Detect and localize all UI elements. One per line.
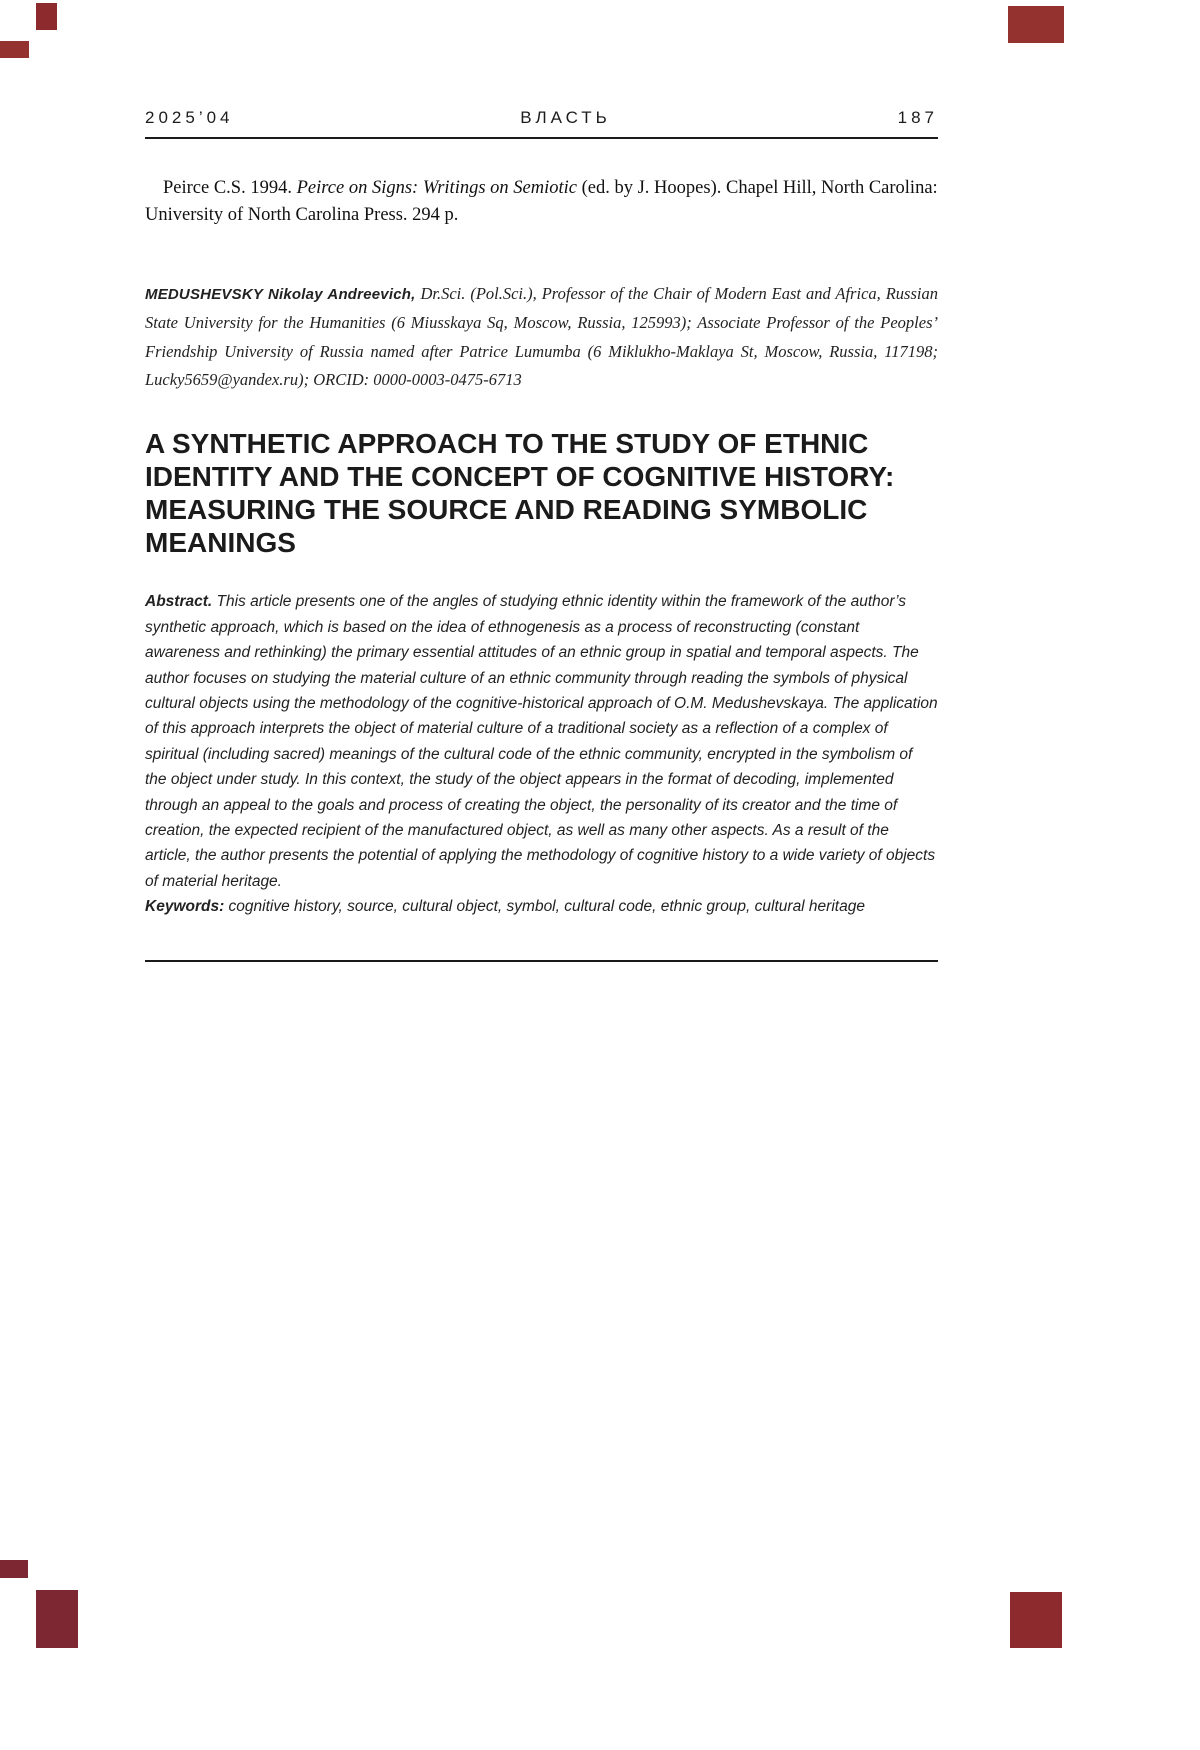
article-title: A SYNTHETIC APPROACH TO THE STUDY OF ETHNIC IDENTITY AND THE CONCEPT OF COGNITIVE HISTORY: MEASURING THE SOURCE AND READING SYMBOLIC MEANINGS [145,428,895,559]
crop-mark-top-left-vertical [36,3,57,30]
issue-label: 2025’04 [145,108,234,127]
author-details: Dr.Sci. (Pol.Sci.), Professor of the Chair of Modern East and Africa, Russian State University for the Humanities (6 Miusskaya Sq, Moscow, Russia, 125993); Associate Professor of the Peoples’ Friendship University of Russia named after Patrice Lumumba (6 Miklukho-Maklaya St, Moscow, Russia, 117198; Lucky5659@yandex.ru); ORCID: 0000-0003-0475-6713 [145,283,938,390]
keywords-line [145,894,938,919]
reference-pre: Peirce C.S. 1994. [163,178,297,198]
crop-mark-bottom-right-square [1010,1592,1062,1648]
header-rule [145,137,938,139]
crop-mark-top-left-horizontal [0,41,29,58]
footer-rule [145,960,938,962]
page-number: 187 [897,108,938,127]
journal-title: ВЛАСТЬ [520,108,611,127]
crop-mark-bottom-left-square [36,1590,78,1648]
abstract-paragraph [145,589,938,894]
crop-mark-top-right [1008,6,1064,43]
crop-mark-bottom-left-horizontal [0,1560,28,1578]
author-name: MEDUSHEVSKY Nikolay Andreevich, [145,285,416,303]
keywords-label: Keywords: [145,898,225,916]
reference-book-title: Peirce on Signs: Writings on Semiotic [296,178,577,198]
keywords-text: cognitive history, source, cultural object, symbol, cultural code, ethnic group, cultural heritage [224,898,865,916]
abstract-text: This article presents one of the angles of studying ethnic identity within the framework of the author’s synthetic approach, which is based on the idea of ethnogenesis as a process of reconstructing (constant awareness and rethinking) the primary essential attitudes of an ethnic group in spatial and temporal aspects. The author focuses on studying the material culture of an ethnic community through reading the symbols of physical cultural objects using the methodology of the cognitive-historical approach of O.M. Medushevskaya. The application of this approach interprets the object of material culture of a traditional society as a reflection of a complex of spiritual (including sacred) meanings of the cultural code of the ethnic community, encrypted in the symbolism of the object under study. In this context, the study of the object appears in the format of decoding, implemented through an appeal to the goals and process of creating the object, the personality of its creator and the time of creation, the expected recipient of the manufactured object, as well as many other aspects. As a result of the article, the author presents the potential of applying the methodology of cognitive history to a wide variety of objects of material heritage. [145,593,938,890]
reference-entry [145,175,938,230]
reference-post: (ed. by J. Hoopes). Chapel Hill, North Carolina: University of North Carolina Press. 294 p. [145,178,938,226]
page-content [145,108,938,962]
page-header [145,108,938,128]
abstract-label: Abstract. [145,593,213,611]
author-info [145,280,938,396]
